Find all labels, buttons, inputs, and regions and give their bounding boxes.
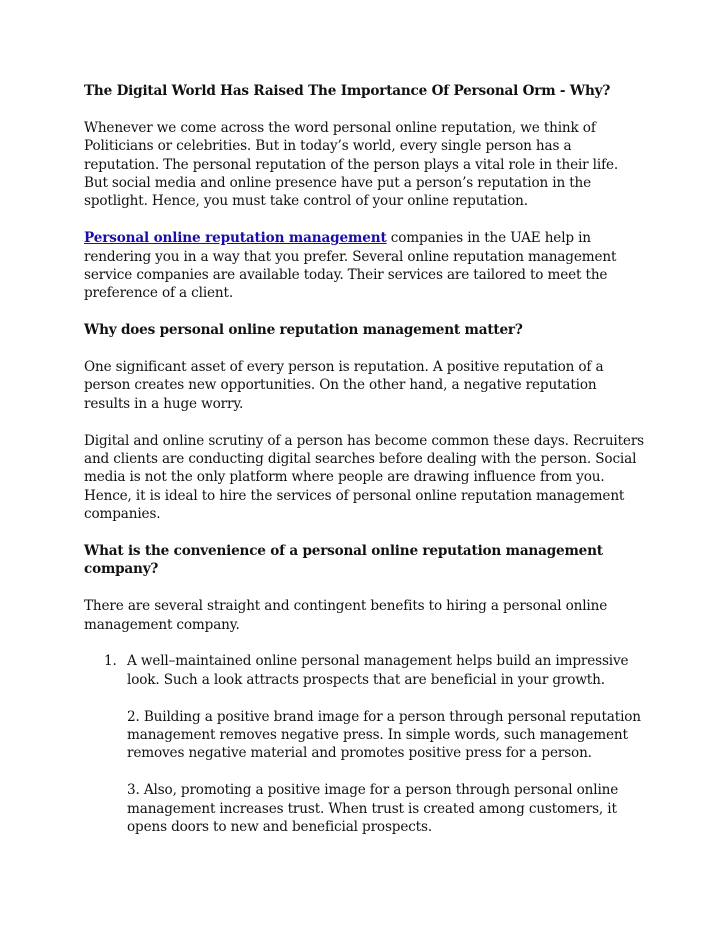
list-item-text-3: 3. Also, promoting a positive image for a person through personal online management increases trust. When trust is created among customers, it opens doors to new and beneficial prospects. (127, 782, 619, 836)
list-number: 1. (104, 653, 117, 670)
benefits-list (84, 652, 644, 836)
link-paragraph-text: companies in the UAE help in rendering you in a way that you prefer. Several online reputation management service companies are available today. Their services are tailored to meet the preference of a client. (84, 230, 617, 302)
convenience-heading: What is the convenience of a personal online reputation management company? (84, 543, 603, 578)
convenience-paragraph: There are several straight and contingent benefits to hiring a personal online management company. (84, 598, 608, 633)
why-heading: Why does personal online reputation management matter? (84, 322, 523, 339)
why-paragraph-2: Digital and online scrutiny of a person has become common these days. Recruiters and clients are conducting digital searches before dealing with the person. Social media is not the only platform where people are drawing influence from you. Hence, it is ideal to hire the services of personal online reputation management companies. (84, 432, 644, 523)
list-item-text-2: 2. Building a positive brand image for a person through personal reputation management removes negative press. In simple words, such management removes negative material and promotes positive press for a person. (127, 708, 641, 762)
list-item (84, 652, 644, 836)
document-title: The Digital World Has Raised The Importance Of Personal Orm - Why? (84, 83, 611, 99)
document-page (84, 82, 644, 837)
personal-orm-link[interactable]: Personal online reputation management (84, 230, 387, 247)
why-paragraph-1: One significant asset of every person is reputation. A positive reputation of a person creates new opportunities. On the other hand, a negative reputation results in a huge worry. (84, 359, 604, 412)
intro-paragraph: Whenever we come across the word personal online reputation, we think of Politicians or celebrities. But in today’s world, every single person has a reputation. The personal reputation of the person plays a vital role in their life. But social media and online presence have put a person’s reputation in the spotlight. Hence, you must take control of your online reputation. (84, 119, 619, 210)
list-item-text-1: A well–maintained online personal management helps build an impressive look. Such a look attracts prospects that are beneficial in your growth. (127, 653, 629, 688)
link-paragraph (84, 229, 644, 303)
